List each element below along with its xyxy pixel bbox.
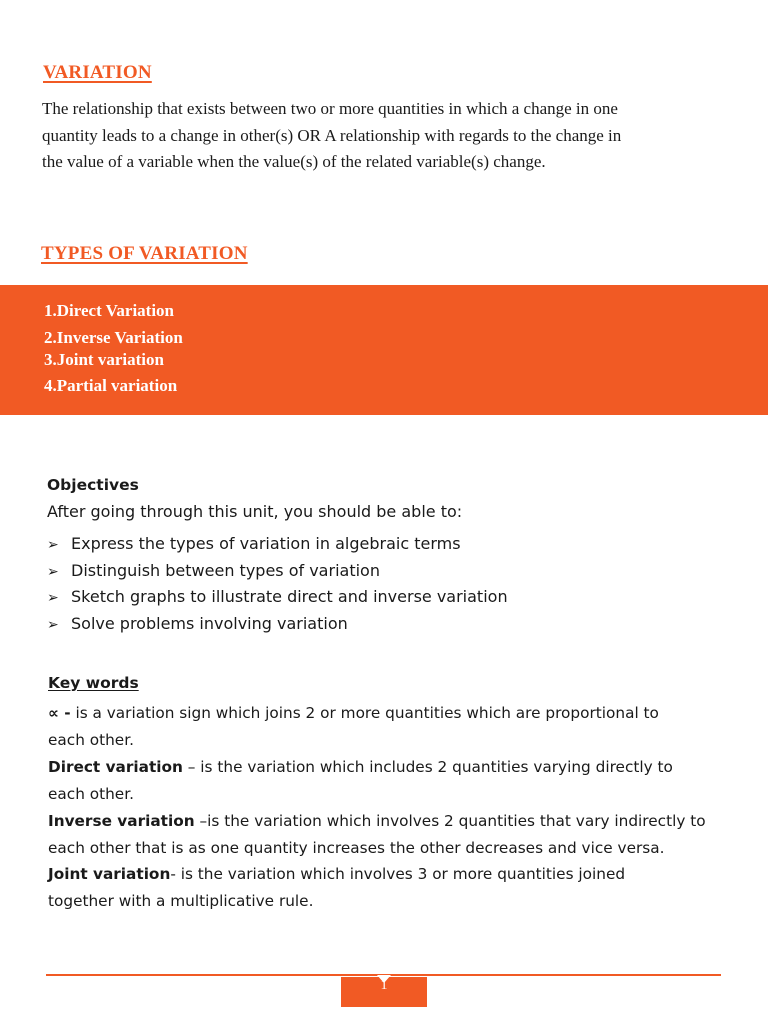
definition-line: The relationship that exists between two or more quantities in which a change in one [42,99,618,118]
arrow-bullet-icon: ➢ [47,590,59,606]
keyword-line: together with a multiplicative rule. [48,892,314,911]
keyword-line: each other. [48,784,134,803]
keyword-line: each other. [48,730,134,749]
definition-line: quantity leads to a change in other(s) OR A relationship with regards to the change in [42,125,622,145]
objective-text: Distinguish between types of variation [71,560,380,580]
arrow-bullet-icon: ➢ [47,563,59,580]
keyword-line [48,861,738,888]
types-band [0,285,768,415]
footer-notch [377,975,391,983]
objective-text: Express the types of variation in algebraic terms [71,534,461,553]
objectives-title: Objectives [47,476,139,494]
keyword-line: each other that is as one quantity increases the other decreases and vice versa. [48,838,665,857]
list-item [47,561,508,588]
type-partial: 4.Partial variation [44,376,178,395]
types-heading: TYPES OF VARIATION [41,243,248,264]
joint-variation-term: Joint variation [48,865,171,884]
type-direct: 1.Direct Variation [44,301,175,320]
arrow-bullet-icon: ➢ [47,537,59,553]
keyword-line [48,808,738,835]
type-joint: 3.Joint variation [44,350,164,369]
list-item [47,614,508,641]
list-item [47,587,508,614]
objectives-intro: After going through this unit, you should be able to: [47,502,463,521]
objective-text: Sketch graphs to illustrate direct and inverse variation [71,587,508,606]
keyword-line [48,700,738,727]
variation-heading: VARIATION [43,62,152,83]
keyword-line [48,754,738,781]
key-words-title: Key words [48,674,139,692]
key-words-body [48,700,738,915]
proportional-sign-term: ∝ - [48,704,71,722]
keyword-definition: - is the variation which involves 3 or more quantities joined [170,865,626,884]
page-number: 1 [341,977,427,1007]
arrow-bullet-icon: ➢ [47,616,59,633]
objective-text: Solve problems involving variation [71,613,348,633]
type-inverse: 2.Inverse Variation [44,328,183,347]
keyword-definition: is a variation sign which joins 2 or more quantities which are proportional to [70,704,659,722]
list-item [47,534,508,561]
keyword-definition: – is the variation which includes 2 quantities varying directly to [182,757,673,776]
definition-line: the value of a variable when the value(s) of the related variable(s) change. [42,152,546,171]
keyword-definition: –is the variation which involves 2 quantities that vary indirectly to [194,811,706,830]
inverse-variation-term: Inverse variation [48,811,195,830]
objectives-list [47,534,508,640]
direct-variation-term: Direct variation [48,757,183,776]
variation-definition [42,96,702,176]
